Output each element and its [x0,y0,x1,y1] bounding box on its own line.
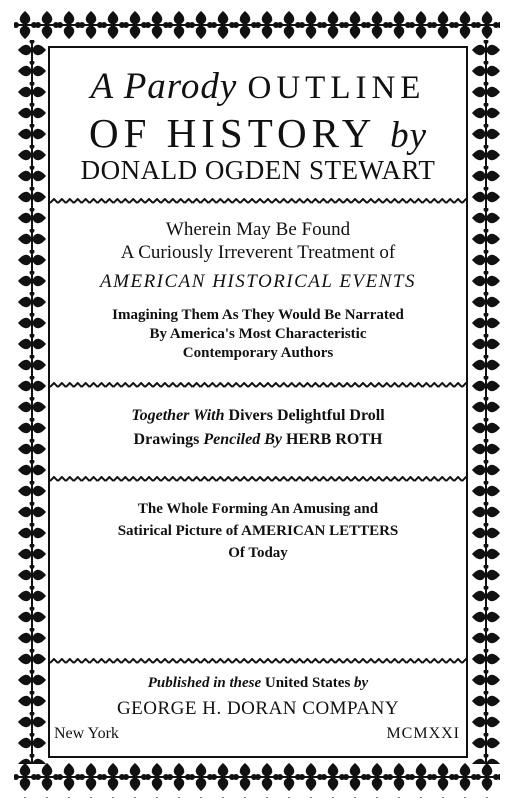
title-by: by [390,115,427,156]
publisher-by: by [354,675,369,691]
description-line-2: A Curiously Irreverent Treatment of [120,242,396,263]
title-line-2 [50,110,466,159]
ornamental-divider [50,476,466,482]
ornamental-divider [50,382,466,388]
title-page-frame [48,46,468,758]
publication-year: MCMXXI [386,725,460,742]
description-line-6: Contemporary Authors [182,345,334,361]
title-parody: A Parody [90,66,238,107]
description-line-4: Imagining Them As They Would Be Narrated [112,307,404,323]
ornamental-border-bottom [14,760,500,798]
whole-line-1: The Whole Forming An Amusing and [137,501,379,517]
title-line-1 [50,66,466,109]
ornamental-border-left [14,40,50,764]
ornamental-divider [50,198,466,204]
ornamental-border-top [14,8,500,42]
drawings-line-2 [50,430,466,450]
published-in-these: Published in these [147,675,262,691]
description-line-3: AMERICAN HISTORICAL EVENTS [100,271,416,292]
drawings-word: Drawings [133,431,204,448]
drawings-line-1 [50,406,466,426]
publisher-line-1 [50,674,466,693]
united-states: United States [261,675,355,691]
author-name: DONALD OGDEN STEWART [80,155,436,185]
description-line-1: Wherein May Be Found [165,219,351,240]
title-outline: OUTLINE [247,70,426,106]
title-history: OF HISTORY [89,110,375,156]
divers-delightful: Divers Delightful Droll [224,407,385,424]
penciled-by: Penciled By [203,431,282,448]
description-line-5: By America's Most Characteristic [149,326,367,342]
publisher-city: New York [54,725,119,742]
artist-name: HERB ROTH [281,431,383,448]
ornamental-divider [50,658,466,664]
whole-line-2: Satirical Picture of AMERICAN LETTERS [117,523,399,539]
publisher-company: GEORGE H. DORAN COMPANY [116,698,400,719]
whole-line-3: Of Today [228,545,288,561]
ornamental-border-right [468,40,502,764]
together-with: Together With [131,407,225,424]
